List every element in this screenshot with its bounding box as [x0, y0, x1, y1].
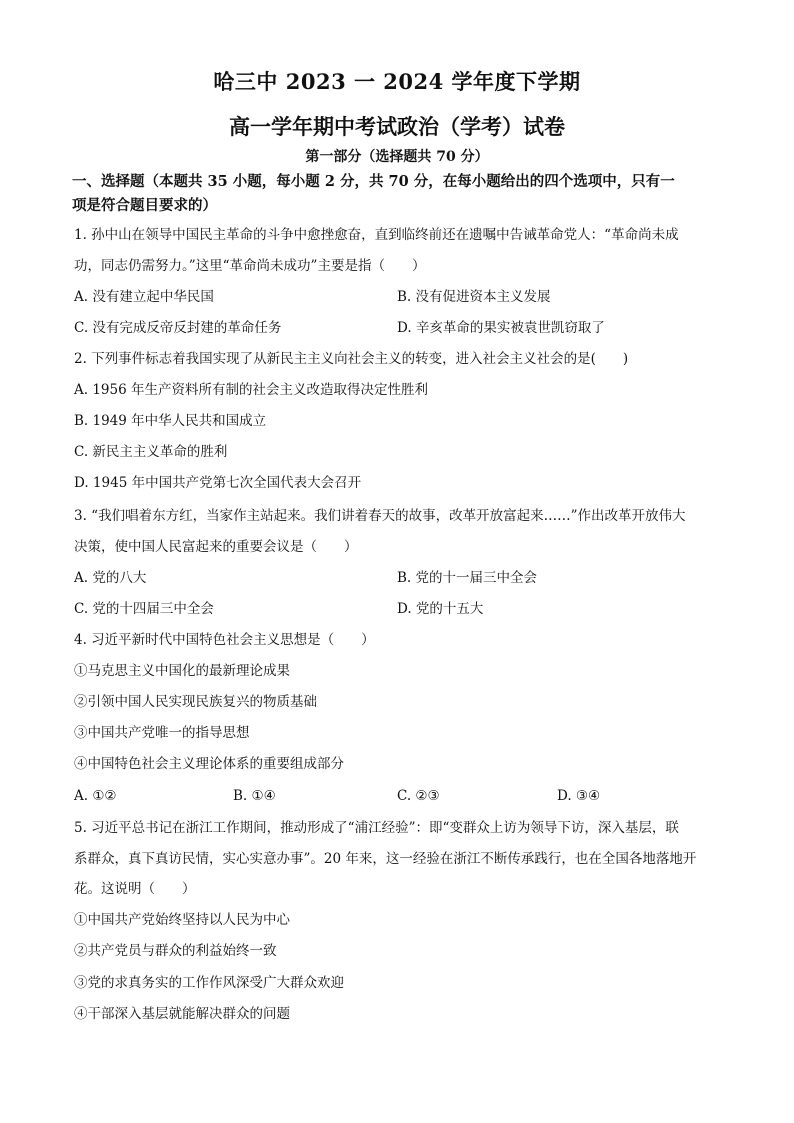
q5-stem-line-3: 花。这说明（ ）	[74, 881, 196, 897]
q4-option-c: C. ②③	[397, 788, 440, 804]
q2-stem: 2. 下列事件标志着我国实现了从新民主主义向社会主义的转变，进入社会主义社会的是( )	[74, 351, 629, 367]
q4-statement-4: ④中国特色社会主义理论体系的重要组成部分	[74, 756, 344, 772]
q4-stem: 4. 习近平新时代中国特色社会主义思想是（ ）	[74, 632, 375, 648]
exam-subtitle: 高一学年期中考试政治（学考）试卷	[229, 114, 565, 139]
q4-statement-2: ②引领中国人民实现民族复兴的物质基础	[74, 694, 317, 710]
q5-stem-line-2: 系群众，真下真访民情，实心实意办事”。20 年来，这一经验在浙江不断传承践行，也在全国各地落地开	[74, 851, 697, 867]
q4-statement-1: ①马克思主义中国化的最新理论成果	[74, 663, 290, 679]
instructions-line-2: 项是符合题目要求的）	[72, 197, 217, 214]
q3-option-b: B. 党的十一届三中全会	[397, 570, 538, 586]
q2-option-c: C. 新民主主义革命的胜利	[74, 444, 228, 460]
q3-option-d: D. 党的十五大	[397, 601, 484, 617]
section-heading: 第一部分（选择题共 70 分）	[305, 149, 489, 165]
q3-stem-line-2: 决策，使中国人民富起来的重要会议是（ ）	[74, 539, 358, 555]
q2-option-b: B. 1949 年中华人民共和国成立	[74, 413, 267, 429]
q4-option-d: D. ③④	[557, 788, 601, 804]
q3-option-c: C. 党的十四届三中全会	[74, 601, 214, 617]
q5-stem-line-1: 5. 习近平总书记在浙江工作期间，推动形成了“浦江经验”：即“变群众上访为领导下访，深入基层，联	[74, 820, 679, 836]
q1-stem-line-1: 1. 孙中山在领导中国民主革命的斗争中愈挫愈奋，直到临终前还在遗嘱中告诫革命党人：“革命尚未成	[74, 227, 679, 243]
exam-title: 哈三中 2023 一 2024 学年度下学期	[213, 69, 581, 94]
q1-option-a: A. 没有建立起中华民国	[74, 289, 214, 305]
q4-statement-3: ③中国共产党唯一的指导思想	[74, 725, 250, 741]
q5-statement-1: ①中国共产党始终坚持以人民为中心	[74, 912, 290, 928]
q3-stem-line-1: 3. “我们唱着东方红，当家作主站起来。我们讲着春天的故事，改革开放富起来……”作出改革开放伟大	[74, 508, 686, 524]
q1-option-b: B. 没有促进资本主义发展	[397, 289, 551, 305]
q1-option-c: C. 没有完成反帝反封建的革命任务	[74, 320, 282, 336]
q1-stem-line-2: 功，同志仍需努力。”这里“革命尚未成功”主要是指（ ）	[74, 258, 426, 274]
q1-option-d: D. 辛亥革命的果实被袁世凯窃取了	[397, 320, 605, 336]
instructions-line-1: 一、选择题（本题共 35 小题，每小题 2 分，共 70 分，在每小题给出的四个选项中，只有一	[72, 173, 675, 190]
q5-statement-2: ②共产党员与群众的利益始终一致	[74, 943, 277, 959]
q4-option-b: B. ①④	[233, 788, 276, 804]
q3-option-a: A. 党的八大	[74, 570, 147, 586]
q5-statement-4: ④干部深入基层就能解决群众的问题	[74, 1006, 290, 1022]
q2-option-a: A. 1956 年生产资料所有制的社会主义改造取得决定性胜利	[74, 382, 428, 398]
q2-option-d: D. 1945 年中国共产党第七次全国代表大会召开	[74, 475, 362, 491]
q5-statement-3: ③党的求真务实的工作作风深受广大群众欢迎	[74, 975, 344, 991]
q4-option-a: A. ①②	[74, 788, 117, 804]
